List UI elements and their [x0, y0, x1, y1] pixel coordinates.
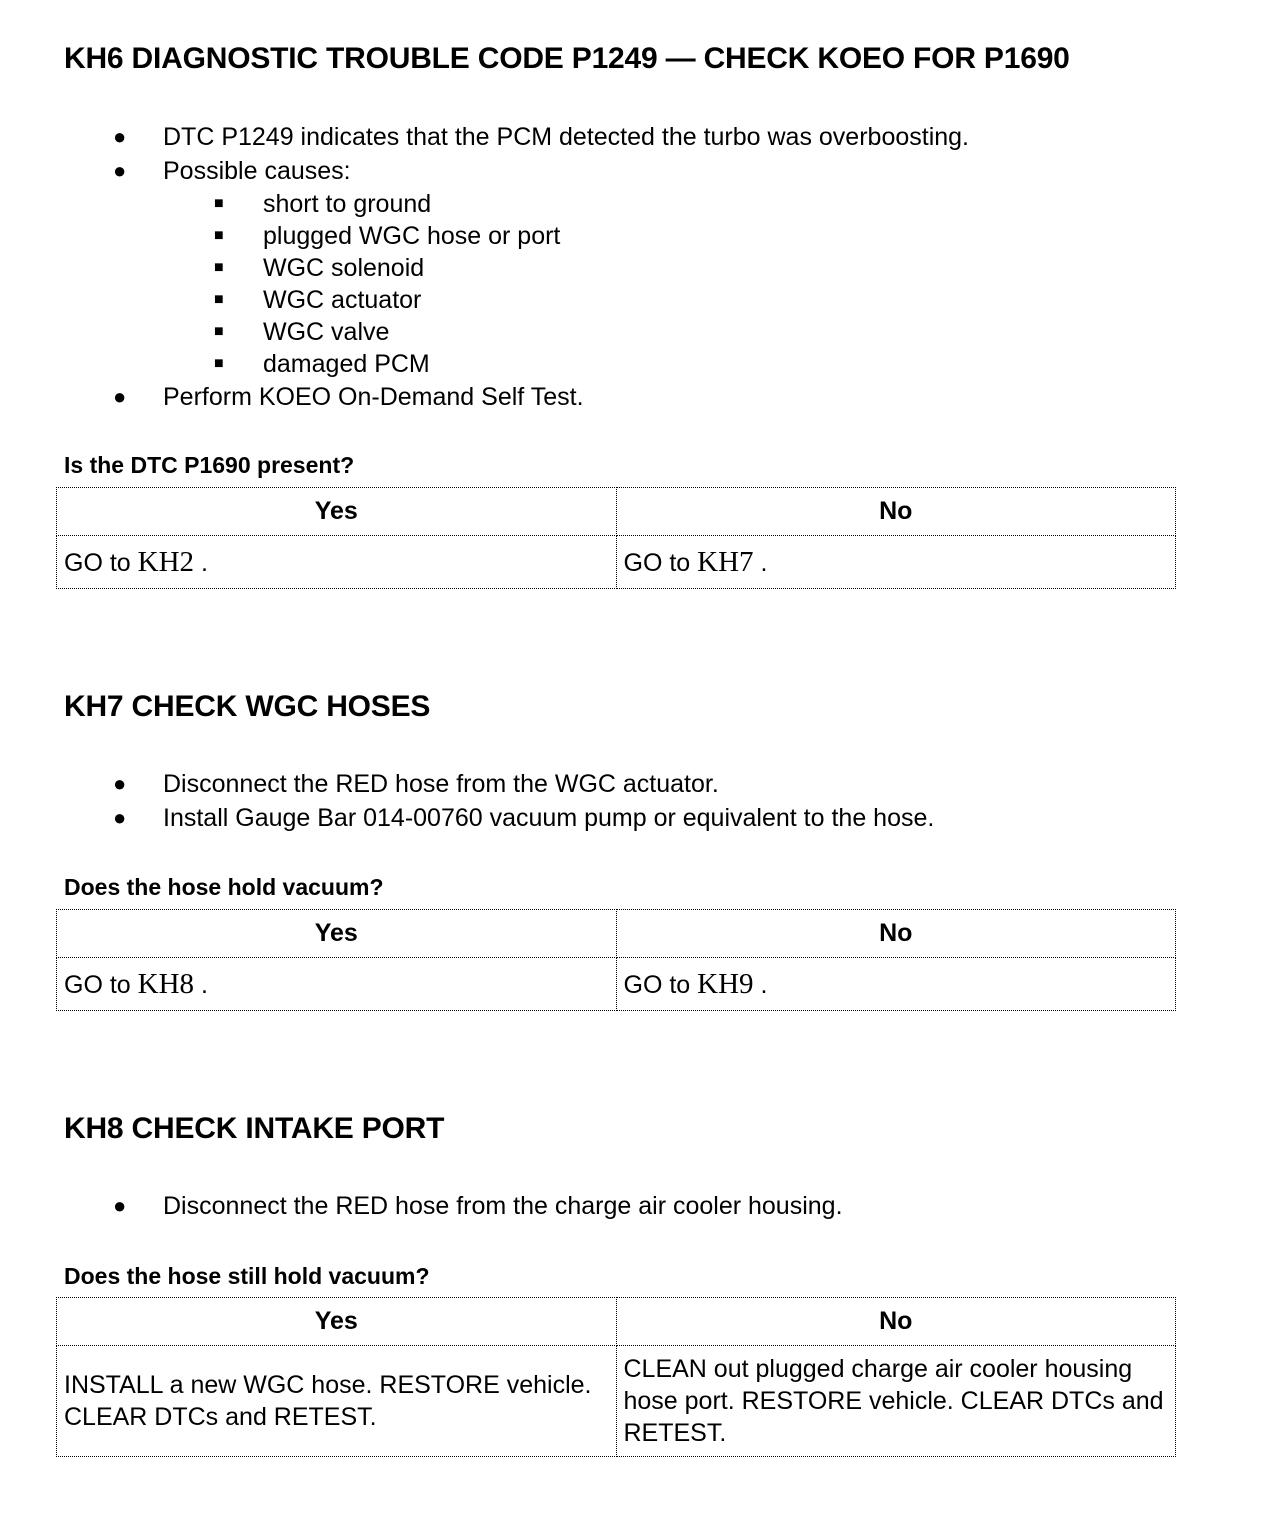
bullet-icon: ● — [113, 158, 127, 183]
list-item: ■ plugged WGC hose or port — [214, 222, 561, 250]
list-item: ■ WGC solenoid — [214, 254, 425, 282]
link-kh9[interactable]: KH9 — [697, 967, 754, 1000]
square-bullet-icon: ■ — [214, 291, 224, 308]
no-header: No — [616, 488, 1176, 536]
no-cell: GO to KH7 . — [616, 536, 1176, 589]
kh7-bullet-list — [0, 767, 934, 835]
list-item: ● Disconnect the RED hose from the WGC actuator. — [0, 767, 934, 801]
yes-header: Yes — [57, 910, 617, 958]
question: Does the hose hold vacuum? — [64, 874, 384, 900]
yes-cell: GO to KH2 . — [57, 536, 617, 589]
section-title-kh6: KH6 DIAGNOSTIC TROUBLE CODE P1249 — CHECK KOEO FOR P1690 — [64, 42, 1070, 75]
list-item: ● Perform KOEO On-Demand Self Test. — [0, 380, 969, 414]
section-title-kh8: KH8 CHECK INTAKE PORT — [64, 1112, 445, 1145]
list-item: ■ WGC actuator — [214, 286, 422, 314]
square-bullet-icon: ■ — [214, 323, 224, 340]
list-item: ■ WGC valve — [214, 318, 390, 346]
square-bullet-icon: ■ — [214, 355, 224, 372]
bullet-icon: ● — [113, 771, 127, 796]
decision-table — [56, 487, 1176, 589]
bullet-icon: ● — [113, 124, 127, 149]
decision-table — [56, 1297, 1176, 1457]
question: Is the DTC P1690 present? — [64, 452, 355, 478]
list-item: ● Install Gauge Bar 014-00760 vacuum pump or equivalent to the hose. — [0, 801, 934, 835]
bullet-icon: ● — [113, 805, 127, 830]
yes-cell: INSTALL a new WGC hose. RESTORE vehicle. CLEAR DTCs and RETEST. — [57, 1346, 617, 1457]
square-bullet-icon: ■ — [214, 195, 224, 212]
yes-header: Yes — [57, 488, 617, 536]
link-kh2[interactable]: KH2 — [137, 545, 195, 578]
bullet-icon: ● — [113, 1193, 127, 1218]
section-title-kh7: KH7 CHECK WGC HOSES — [64, 690, 431, 723]
list-item: ● DTC P1249 indicates that the PCM detected the turbo was overboosting. — [0, 120, 969, 154]
square-bullet-icon: ■ — [214, 227, 224, 244]
kh6-bullet-list — [0, 120, 969, 414]
link-kh8[interactable]: KH8 — [137, 967, 195, 1000]
decision-table — [56, 909, 1176, 1011]
question: Does the hose still hold vacuum? — [64, 1263, 430, 1289]
no-cell: CLEAN out plugged charge air cooler housing hose port. RESTORE vehicle. CLEAR DTCs and RETEST. — [616, 1346, 1176, 1457]
no-header: No — [616, 1298, 1176, 1346]
list-item: ■ damaged PCM — [214, 350, 430, 378]
kh8-bullet-list — [0, 1189, 843, 1223]
bullet-icon: ● — [113, 384, 127, 409]
no-cell: GO to KH9 . — [616, 958, 1176, 1011]
no-header: No — [616, 910, 1176, 958]
square-bullet-icon: ■ — [214, 259, 224, 276]
list-item: ■ short to ground — [214, 190, 432, 218]
link-kh7[interactable]: KH7 — [697, 545, 754, 578]
list-item: ● Disconnect the RED hose from the charge air cooler housing. — [0, 1189, 843, 1223]
yes-cell: GO to KH8 . — [57, 958, 617, 1011]
list-item: ● Possible causes: — [0, 154, 969, 188]
yes-header: Yes — [57, 1298, 617, 1346]
